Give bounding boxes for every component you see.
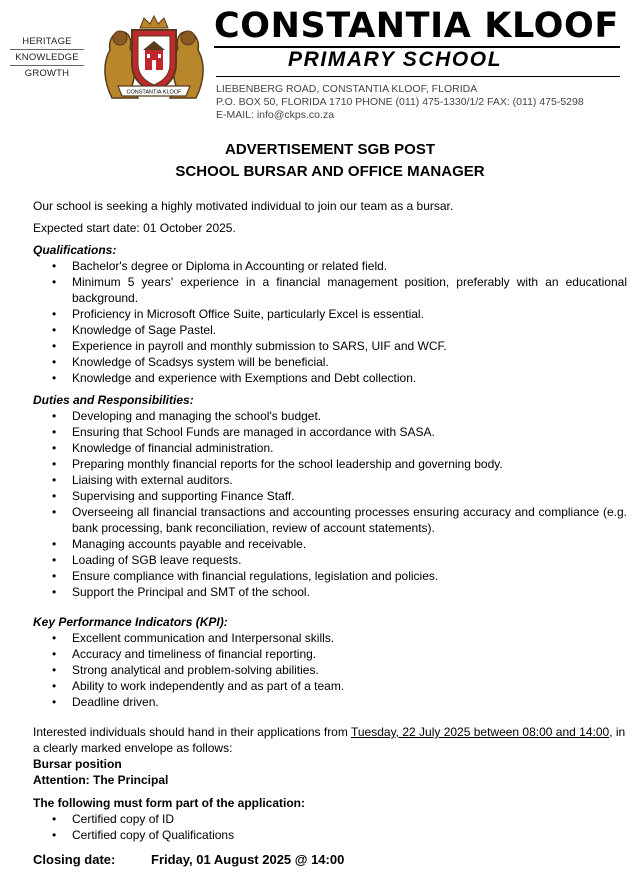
qualifications-heading: Qualifications: xyxy=(33,243,117,257)
list-item: • Bachelor's degree or Diploma in Accounting or related field. xyxy=(33,258,627,274)
motto-line: GROWTH xyxy=(24,68,70,79)
list-item: • Ability to work independently and as part of a team. xyxy=(33,678,627,694)
list-item: • Certified copy of ID xyxy=(33,811,627,827)
requirements-heading: The following must form part of the application: xyxy=(33,796,305,810)
list-item: • Support the Principal and SMT of the school. xyxy=(33,584,627,600)
start-date: Expected start date: 01 October 2025. xyxy=(33,221,236,235)
list-item: • Preparing monthly financial reports for the school leadership and governing body. xyxy=(33,456,627,472)
advert-subtitle: SCHOOL BURSAR AND OFFICE MANAGER xyxy=(175,163,485,180)
application-text: Interested individuals should hand in their applications from xyxy=(33,725,351,739)
list-item: • Certified copy of Qualifications xyxy=(33,827,627,843)
list-item: • Developing and managing the school's budget. xyxy=(33,408,627,424)
list-item: • Ensuring that School Funds are managed in accordance with SASA. xyxy=(33,424,627,440)
envelope-line: Bursar position xyxy=(33,757,122,771)
school-name: CONSTANTIA KLOOF xyxy=(214,6,619,46)
list-item: • Ensure compliance with financial regulations, legislation and policies. xyxy=(33,568,627,584)
requirements-list xyxy=(33,811,627,843)
list-item: • Supervising and supporting Finance Staff. xyxy=(33,488,627,504)
duties-heading: Duties and Responsibilities: xyxy=(33,393,194,407)
school-crest-logo xyxy=(98,12,210,104)
address-line: P.O. BOX 50, FLORIDA 1710 PHONE (011) 475-1330/1/2 FAX: (011) 475-5298 xyxy=(216,96,584,108)
kpi-list xyxy=(33,630,627,710)
crest-ribbon-text: CONSTANTIA KLOOF xyxy=(126,89,182,96)
list-item: • Accuracy and timeliness of financial reporting. xyxy=(33,646,627,662)
list-item: • Knowledge and experience with Exemptions and Debt collection. xyxy=(33,370,627,386)
list-item: • Knowledge of Sage Pastel. xyxy=(33,322,627,338)
application-dates: Tuesday, 22 July 2025 between 08:00 and 14:00 xyxy=(350,725,610,739)
envelope-line: Attention: The Principal xyxy=(33,773,169,787)
list-item: • Deadline driven. xyxy=(33,694,627,710)
kpi-heading: Key Performance Indicators (KPI): xyxy=(33,615,228,629)
application-instructions xyxy=(33,724,627,756)
school-address xyxy=(216,83,584,122)
list-item: • Liaising with external auditors. xyxy=(33,472,627,488)
address-line: LIEBENBERG ROAD, CONSTANTIA KLOOF, FLORIDA xyxy=(216,83,478,95)
closing-date xyxy=(33,851,627,869)
application-text: , in a clearly marked envelope as follows: xyxy=(33,725,626,755)
list-item: • Experience in payroll and monthly submission to SARS, UIF and WCF. xyxy=(33,338,627,354)
header-divider xyxy=(216,76,620,77)
qualifications-list xyxy=(33,258,627,386)
list-item: • Loading of SGB leave requests. xyxy=(33,552,627,568)
list-item: • Minimum 5 years' experience in a financial management position, preferably with an educational background. xyxy=(33,274,627,306)
address-line: E-MAIL: info@ckps.co.za xyxy=(216,109,335,121)
duties-list xyxy=(33,408,627,600)
list-item: • Overseeing all financial transactions and accounting processes ensuring accuracy and compliance (e.g. bank processing, bank reconciliation, review of account statements). xyxy=(33,504,627,536)
motto-line: HERITAGE xyxy=(22,36,72,47)
school-motto xyxy=(6,34,88,81)
motto-line: KNOWLEDGE xyxy=(15,52,79,63)
list-item: • Excellent communication and Interpersonal skills. xyxy=(33,630,627,646)
letterhead xyxy=(0,0,642,130)
list-item: • Knowledge of financial administration. xyxy=(33,440,627,456)
intro-text: Our school is seeking a highly motivated individual to join our team as a bursar. xyxy=(33,199,454,213)
list-item: • Proficiency in Microsoft Office Suite, particularly Excel is essential. xyxy=(33,306,627,322)
advert-title: ADVERTISEMENT SGB POST xyxy=(224,141,436,158)
closing-date-label: Closing date: xyxy=(33,852,116,867)
closing-date-value: Friday, 01 August 2025 @ 14:00 xyxy=(151,852,345,867)
list-item: • Strong analytical and problem-solving abilities. xyxy=(33,662,627,678)
list-item: • Managing accounts payable and receivable. xyxy=(33,536,627,552)
school-subtitle: PRIMARY SCHOOL xyxy=(288,48,503,71)
advert-body xyxy=(33,139,627,869)
list-item: • Knowledge of Scadsys system will be beneficial. xyxy=(33,354,627,370)
